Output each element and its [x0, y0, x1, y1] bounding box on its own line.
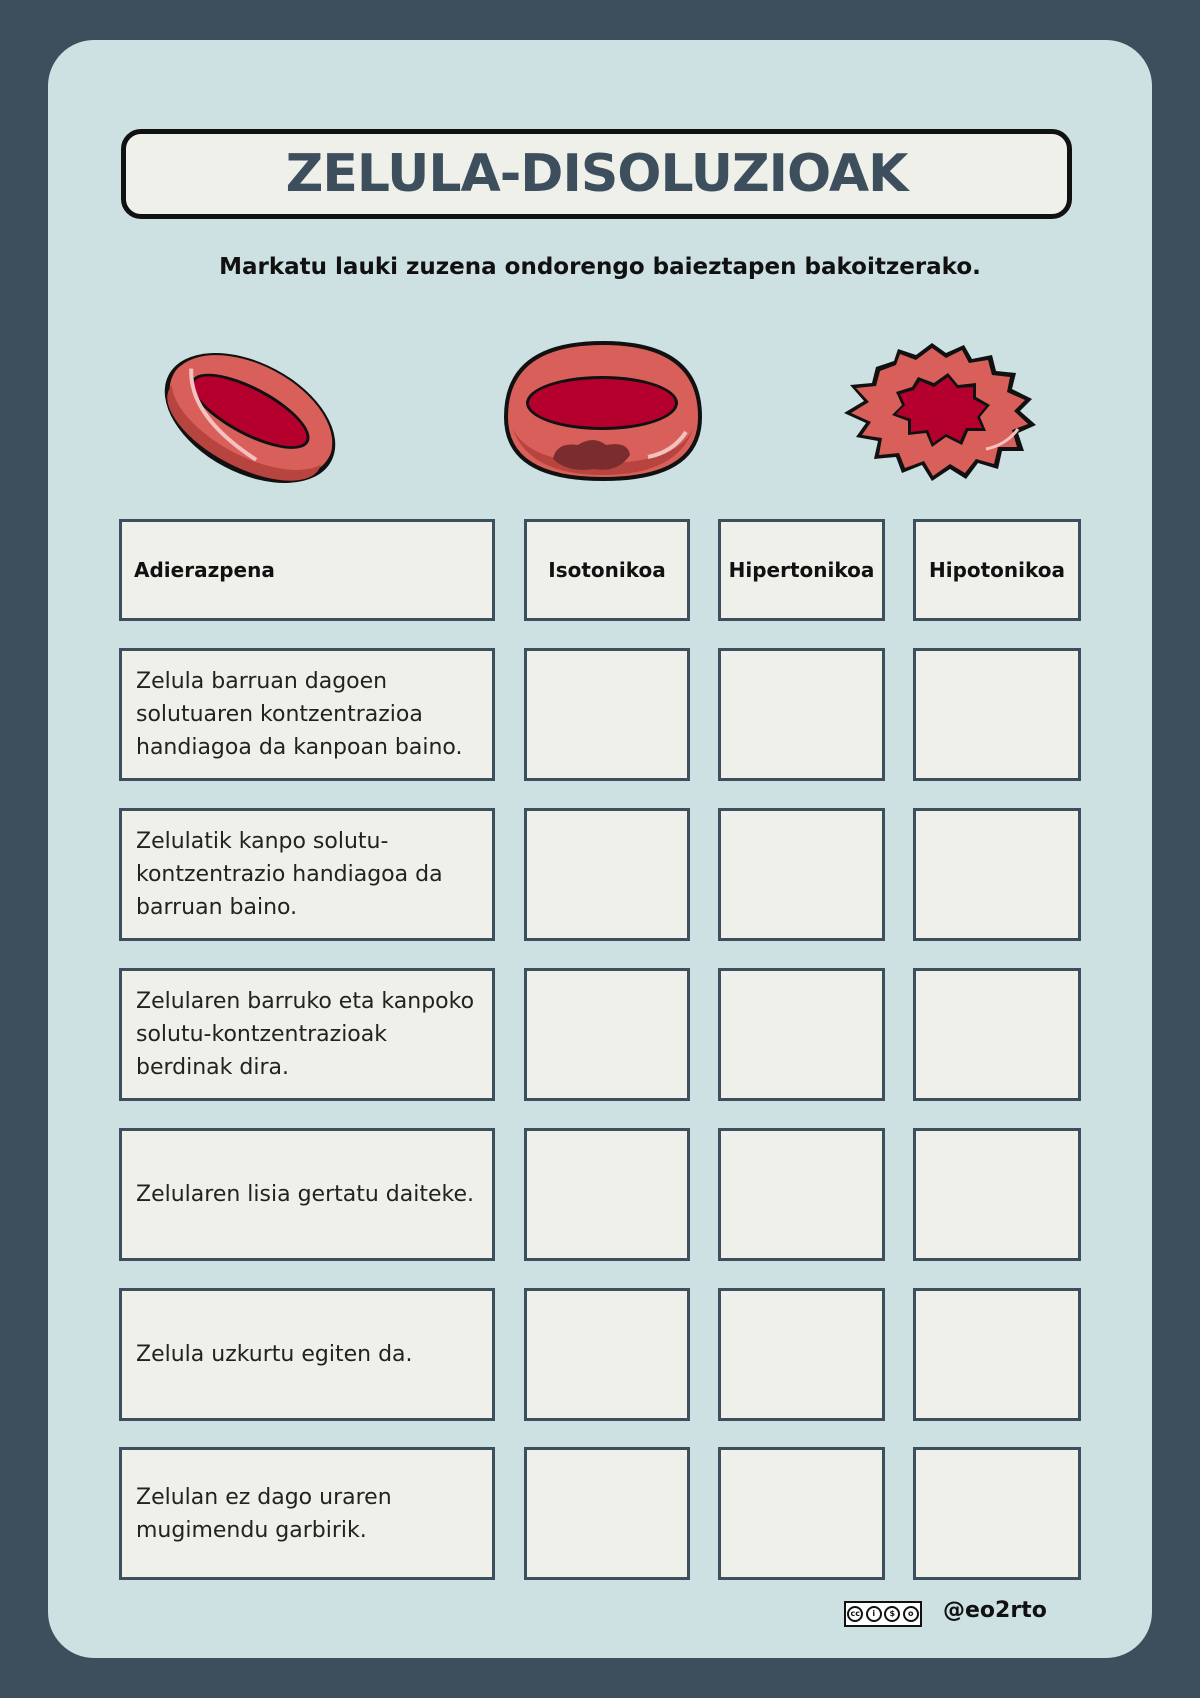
checkbox-hypertonic-1[interactable]: [718, 648, 885, 781]
author-handle: @eo2rto: [943, 1598, 1047, 1623]
header-hypertonic-label: Hipertonikoa: [728, 558, 875, 582]
checkbox-hypertonic-3[interactable]: [718, 968, 885, 1101]
title-box: [121, 129, 1072, 219]
checkbox-hypotonic-6[interactable]: [913, 1447, 1081, 1580]
checkbox-hypertonic-5[interactable]: [718, 1288, 885, 1421]
checkbox-hypertonic-2[interactable]: [718, 808, 885, 941]
checkbox-hypotonic-2[interactable]: [913, 808, 1081, 941]
header-isotonic-label: Isotonikoa: [548, 558, 666, 582]
checkbox-isotonic-4[interactable]: [524, 1128, 690, 1261]
statement-1: Zelula barruan dagoen solutuaren kontzentrazioa handiagoa da kanpoan baino.: [119, 648, 495, 781]
checkbox-hypotonic-5[interactable]: [913, 1288, 1081, 1421]
header-hypertonic: [718, 519, 885, 621]
creative-commons-icon: cc i $ o: [844, 1601, 922, 1627]
header-statement-label: Adierazpena: [134, 558, 275, 582]
checkbox-isotonic-5[interactable]: [524, 1288, 690, 1421]
checkbox-isotonic-3[interactable]: [524, 968, 690, 1101]
checkbox-hypotonic-4[interactable]: [913, 1128, 1081, 1261]
statement-4: Zelularen lisia gertatu daiteke.: [119, 1128, 495, 1261]
normal-cell-illustration: [155, 340, 345, 495]
checkbox-isotonic-6[interactable]: [524, 1447, 690, 1580]
statement-5: Zelula uzkurtu egiten da.: [119, 1288, 495, 1421]
header-hypotonic-label: Hipotonikoa: [928, 558, 1066, 582]
statement-2: Zelulatik kanpo solutu-kontzentrazio handiagoa da barruan baino.: [119, 808, 495, 941]
checkbox-isotonic-1[interactable]: [524, 648, 690, 781]
checkbox-hypertonic-6[interactable]: [718, 1447, 885, 1580]
checkbox-isotonic-2[interactable]: [524, 808, 690, 941]
statement-6: Zelulan ez dago uraren mugimendu garbirik.: [119, 1447, 495, 1580]
header-isotonic: [524, 519, 690, 621]
header-hypotonic: [913, 519, 1081, 621]
shrunken-cell-illustration: [836, 337, 1040, 485]
checkbox-hypotonic-1[interactable]: [913, 648, 1081, 781]
page-title: ZELULA-DISOLUZIOAK: [285, 144, 908, 204]
statement-3: Zelularen barruko eta kanpoko solutu-kontzentrazioak berdinak dira.: [119, 968, 495, 1101]
checkbox-hypotonic-3[interactable]: [913, 968, 1081, 1101]
instructions: Markatu lauki zuzena ondorengo baieztapen bakoitzerako.: [219, 254, 981, 280]
swollen-cell-illustration: [498, 337, 708, 485]
header-statement: [119, 519, 495, 621]
checkbox-hypertonic-4[interactable]: [718, 1128, 885, 1261]
